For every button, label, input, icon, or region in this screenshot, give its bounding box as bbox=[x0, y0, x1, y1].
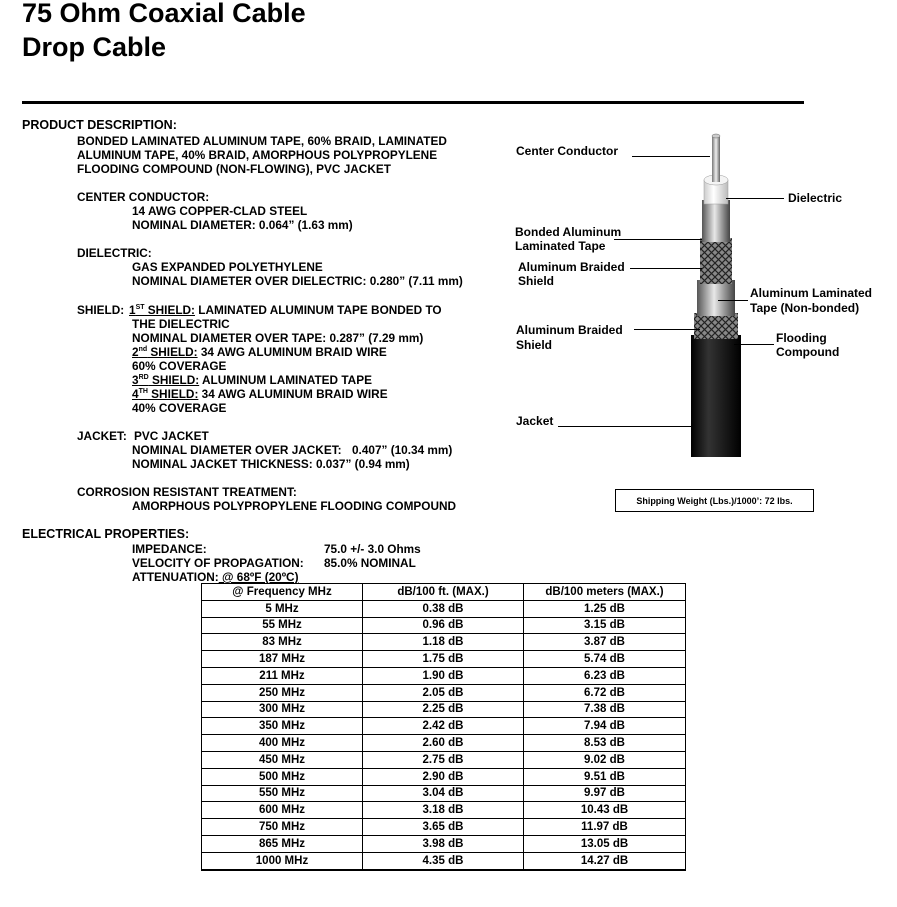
jacket-line: NOMINAL JACKET THICKNESS: 0.037” (0.94 mm) bbox=[132, 457, 410, 471]
page-title-line1: 75 Ohm Coaxial Cable bbox=[22, 0, 306, 28]
table-cell: 10.43 dB bbox=[524, 802, 686, 819]
table-row bbox=[202, 600, 686, 617]
laminated-tape-layer bbox=[697, 280, 735, 316]
coaxial-cable-illustration bbox=[680, 130, 760, 460]
jacket-diameter-value: 0.407” (10.34 mm) bbox=[352, 443, 453, 457]
label-braid-2: Aluminum Braided bbox=[516, 323, 623, 337]
label-center-conductor: Center Conductor bbox=[516, 144, 618, 158]
table-cell: 6.72 dB bbox=[524, 684, 686, 701]
outer-braid-layer bbox=[694, 313, 738, 339]
leader-line bbox=[726, 198, 784, 199]
table-row bbox=[202, 802, 686, 819]
center-conductor-wire bbox=[712, 136, 720, 182]
label-flooding: Compound bbox=[776, 345, 840, 359]
table-cell: 55 MHz bbox=[202, 617, 363, 634]
leader-line bbox=[630, 268, 702, 269]
table-cell: 9.51 dB bbox=[524, 768, 686, 785]
label-laminated-tape: Aluminum Laminated bbox=[750, 286, 873, 300]
table-cell: 1000 MHz bbox=[202, 852, 363, 869]
table-cell: 187 MHz bbox=[202, 651, 363, 668]
leader-line bbox=[614, 239, 702, 240]
electrical-heading: ELECTRICAL PROPERTIES: bbox=[22, 527, 190, 541]
table-cell: 8.53 dB bbox=[524, 735, 686, 752]
page-title-line2: Drop Cable bbox=[22, 32, 167, 62]
table-cell: 3.04 dB bbox=[363, 785, 524, 802]
table-cell: 2.42 dB bbox=[363, 718, 524, 735]
product-description-line: FLOODING COMPOUND (NON-FLOWING), PVC JACKET bbox=[77, 162, 391, 176]
table-cell: 1.25 dB bbox=[524, 600, 686, 617]
attenuation-table bbox=[201, 583, 686, 871]
table-cell: 13.05 dB bbox=[524, 835, 686, 852]
title-rule bbox=[22, 101, 804, 104]
column-header: dB/100 meters (MAX.) bbox=[524, 584, 686, 601]
table-row bbox=[202, 651, 686, 668]
table-cell: 450 MHz bbox=[202, 751, 363, 768]
table-cell: 400 MHz bbox=[202, 735, 363, 752]
shield-heading: SHIELD: bbox=[77, 303, 125, 317]
corrosion-line: AMORPHOUS POLYPROPYLENE FLOODING COMPOUND bbox=[132, 499, 457, 513]
table-cell: 3.65 dB bbox=[363, 819, 524, 836]
label-braid-1: Shield bbox=[518, 274, 555, 288]
vop-label: VELOCITY OF PROPAGATION: bbox=[132, 556, 304, 570]
jacket-layer bbox=[691, 335, 741, 457]
table-row bbox=[202, 785, 686, 802]
leader-line bbox=[634, 329, 700, 330]
leader-line bbox=[734, 344, 774, 345]
table-body bbox=[202, 600, 686, 869]
table-cell: 750 MHz bbox=[202, 819, 363, 836]
table-row bbox=[202, 667, 686, 684]
table-row bbox=[202, 617, 686, 634]
table-cell: 4.35 dB bbox=[363, 852, 524, 869]
product-description-line: ALUMINUM TAPE, 40% BRAID, AMORPHOUS POLYPROPYLENE bbox=[77, 148, 438, 162]
table-cell: 350 MHz bbox=[202, 718, 363, 735]
table-cell: 9.97 dB bbox=[524, 785, 686, 802]
table-cell: 14.27 dB bbox=[524, 852, 686, 869]
shield-line: THE DIELECTRIC bbox=[132, 317, 230, 331]
bonded-tape-layer bbox=[702, 200, 730, 242]
leader-line bbox=[558, 426, 692, 427]
corrosion-heading: CORROSION RESISTANT TREATMENT: bbox=[77, 485, 297, 499]
label-braid-2: Shield bbox=[516, 338, 553, 352]
table-row bbox=[202, 735, 686, 752]
table-cell: 11.97 dB bbox=[524, 819, 686, 836]
table-cell: 3.87 dB bbox=[524, 634, 686, 651]
table-header-row bbox=[202, 584, 686, 601]
table-cell: 2.25 dB bbox=[363, 701, 524, 718]
table-cell: 600 MHz bbox=[202, 802, 363, 819]
table-row bbox=[202, 819, 686, 836]
label-jacket: Jacket bbox=[516, 414, 554, 428]
shield-line: NOMINAL DIAMETER OVER TAPE: 0.287” (7.29 mm) bbox=[132, 331, 424, 345]
leader-line bbox=[718, 300, 748, 301]
impedance-label: IMPEDANCE: bbox=[132, 542, 207, 556]
shield-4: 4TH SHIELD: 34 AWG ALUMINUM BRAID WIRE bbox=[132, 387, 388, 401]
table-row bbox=[202, 835, 686, 852]
table-cell: 5.74 dB bbox=[524, 651, 686, 668]
label-flooding: Flooding bbox=[776, 331, 827, 345]
shield-2: 2nd SHIELD: 34 AWG ALUMINUM BRAID WIRE bbox=[132, 345, 387, 359]
attenuation-label: ATTENUATION: @ 68ºF (20ºC) bbox=[132, 570, 299, 584]
shield-line: 40% COVERAGE bbox=[132, 401, 227, 415]
table-cell: 5 MHz bbox=[202, 600, 363, 617]
jacket-line: PVC JACKET bbox=[134, 429, 209, 443]
table-cell: 3.18 dB bbox=[363, 802, 524, 819]
shield-3: 3RD SHIELD: ALUMINUM LAMINATED TAPE bbox=[132, 373, 372, 387]
column-header: @ Frequency MHz bbox=[202, 584, 363, 601]
table-cell: 865 MHz bbox=[202, 835, 363, 852]
jacket-heading: JACKET: bbox=[77, 429, 127, 443]
table-cell: 1.18 dB bbox=[363, 634, 524, 651]
table-row bbox=[202, 751, 686, 768]
table-cell: 550 MHz bbox=[202, 785, 363, 802]
label-laminated-tape: Tape (Non-bonded) bbox=[750, 301, 860, 315]
table-row bbox=[202, 718, 686, 735]
table-cell: 2.05 dB bbox=[363, 684, 524, 701]
table-cell: 0.38 dB bbox=[363, 600, 524, 617]
table-cell: 3.15 dB bbox=[524, 617, 686, 634]
shipping-weight-box: Shipping Weight (Lbs.)/1000’: 72 lbs. bbox=[615, 489, 814, 512]
table-cell: 7.94 dB bbox=[524, 718, 686, 735]
product-description-heading: PRODUCT DESCRIPTION: bbox=[22, 118, 177, 132]
table-row bbox=[202, 634, 686, 651]
leader-line bbox=[632, 156, 710, 157]
label-bonded-tape: Laminated Tape bbox=[515, 239, 606, 253]
table-cell: 1.75 dB bbox=[363, 651, 524, 668]
table-cell: 6.23 dB bbox=[524, 667, 686, 684]
table-cell: 3.98 dB bbox=[363, 835, 524, 852]
table-cell: 500 MHz bbox=[202, 768, 363, 785]
table-cell: 7.38 dB bbox=[524, 701, 686, 718]
table-cell: 0.96 dB bbox=[363, 617, 524, 634]
table-row bbox=[202, 701, 686, 718]
jacket-line: NOMINAL DIAMETER OVER JACKET: bbox=[132, 443, 342, 457]
shield-line: 60% COVERAGE bbox=[132, 359, 227, 373]
column-header: dB/100 ft. (MAX.) bbox=[363, 584, 524, 601]
table-cell: 300 MHz bbox=[202, 701, 363, 718]
dielectric-heading: DIELECTRIC: bbox=[77, 246, 152, 260]
center-conductor-line: 14 AWG COPPER-CLAD STEEL bbox=[132, 204, 308, 218]
label-braid-1: Aluminum Braided bbox=[518, 260, 625, 274]
center-conductor-line: NOMINAL DIAMETER: 0.064” (1.63 mm) bbox=[132, 218, 353, 232]
table-row bbox=[202, 852, 686, 869]
table-cell: 83 MHz bbox=[202, 634, 363, 651]
center-conductor-heading: CENTER CONDUCTOR: bbox=[77, 190, 210, 204]
product-description-line: BONDED LAMINATED ALUMINUM TAPE, 60% BRAID, LAMINATED bbox=[77, 134, 447, 148]
table-cell: 250 MHz bbox=[202, 684, 363, 701]
dielectric-line: GAS EXPANDED POLYETHYLENE bbox=[132, 260, 323, 274]
table-row bbox=[202, 684, 686, 701]
table-cell: 211 MHz bbox=[202, 667, 363, 684]
shield-1: 1ST SHIELD: LAMINATED ALUMINUM TAPE BONDED TO bbox=[129, 303, 442, 317]
dielectric-line: NOMINAL DIAMETER OVER DIELECTRIC: 0.280” (7.11 mm) bbox=[132, 274, 463, 288]
table-cell: 1.90 dB bbox=[363, 667, 524, 684]
impedance-value: 75.0 +/- 3.0 Ohms bbox=[324, 542, 421, 556]
vop-value: 85.0% NOMINAL bbox=[324, 556, 416, 570]
table-cell: 9.02 dB bbox=[524, 751, 686, 768]
table-cell: 2.75 dB bbox=[363, 751, 524, 768]
label-bonded-tape: Bonded Aluminum bbox=[515, 225, 622, 239]
inner-braid-layer bbox=[700, 238, 732, 284]
table-row bbox=[202, 768, 686, 785]
label-dielectric: Dielectric bbox=[788, 191, 843, 205]
table-cell: 2.60 dB bbox=[363, 735, 524, 752]
table-cell: 2.90 dB bbox=[363, 768, 524, 785]
